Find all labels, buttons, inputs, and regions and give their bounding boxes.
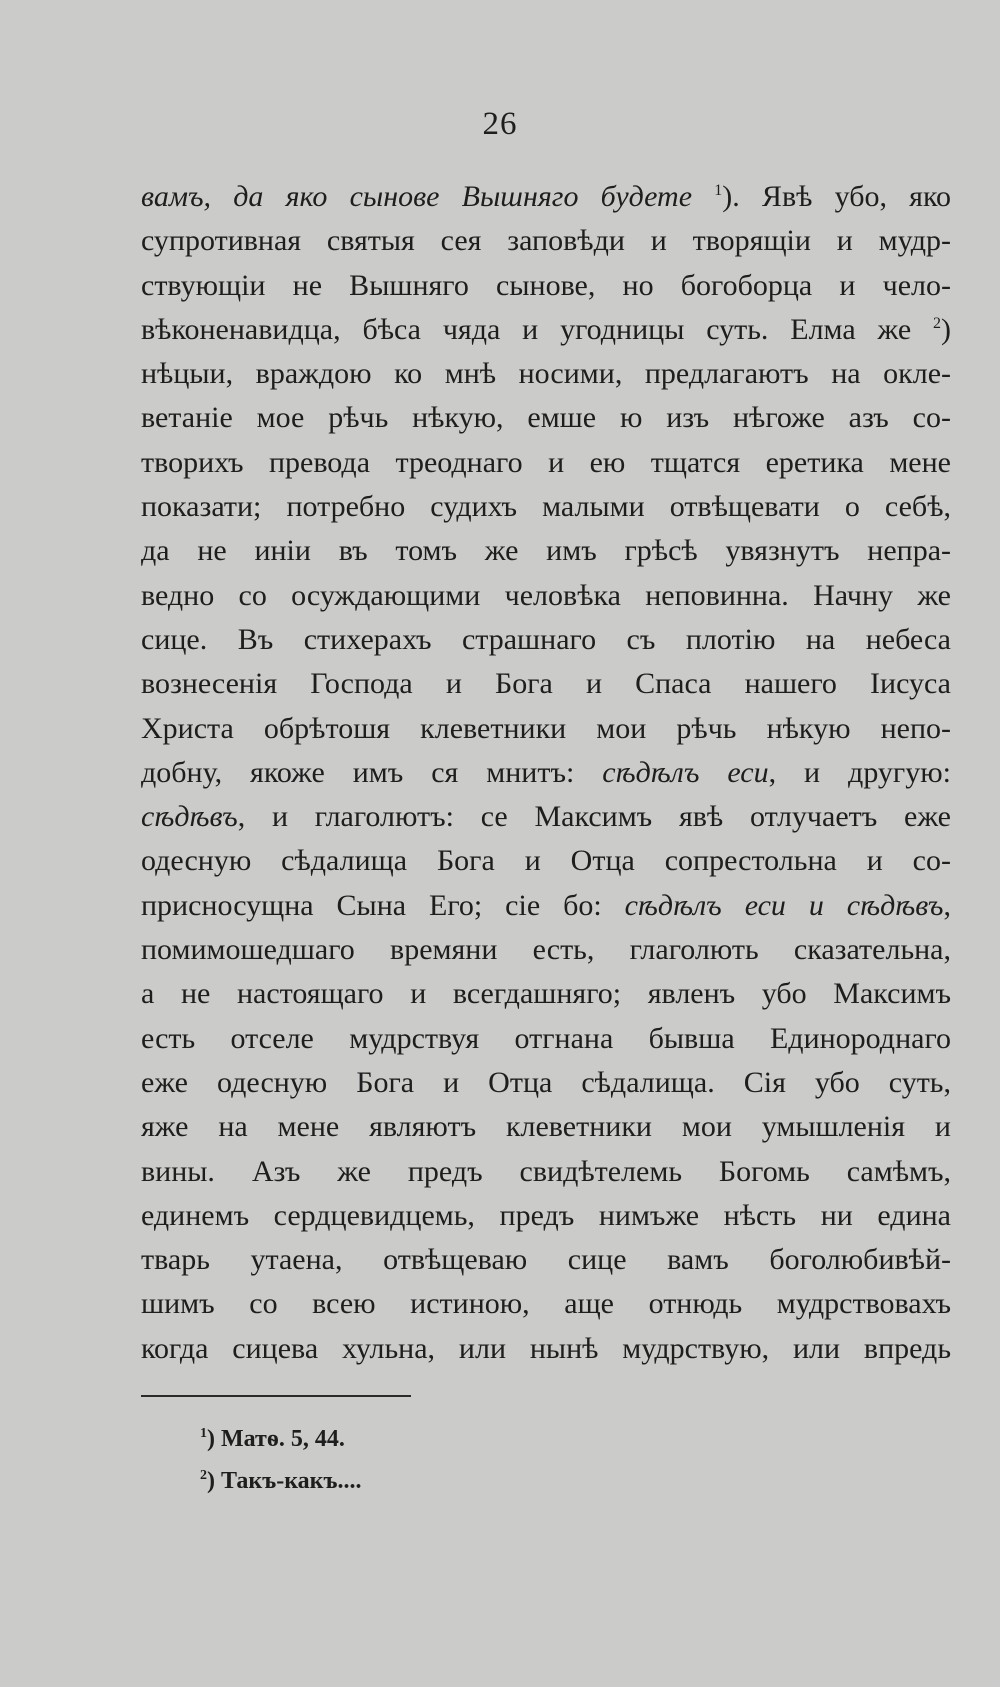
- text-run: ,: [943, 888, 951, 922]
- text-line: [141, 618, 951, 662]
- text-run: сице. Въ стихерахъ страшнаго съ плотію на небеса: [141, 622, 951, 656]
- text-run: вознесенія Господа и Бога и Спаса нашего Іисуса: [141, 667, 951, 701]
- text-line: [141, 1150, 951, 1194]
- text-line: [141, 1105, 951, 1149]
- text-line: [141, 928, 951, 972]
- text-line: [141, 529, 951, 573]
- italic-quote: вамъ, да яко сынове Вышняго будете: [141, 180, 693, 213]
- text-line: [141, 352, 951, 396]
- text-line: [141, 574, 951, 618]
- text-line: [141, 1194, 951, 1238]
- text-line: [141, 839, 951, 883]
- text-run: помимошедшаго времяни есть, глаголють сказательна,: [141, 933, 951, 967]
- text-run: яже на мене являютъ клеветники мои умышленія и: [141, 1110, 951, 1144]
- text-line: [141, 264, 951, 308]
- text-run: вѣконенавидца, бѣса чяда и угодницы суть. Елма же: [141, 312, 933, 346]
- text-line: [141, 751, 951, 795]
- text-run: ведно со осуждающими человѣка неповинна. Начну же: [141, 578, 951, 612]
- text-run: показати; потребно судихъ малыми отвѣщевати о себѣ,: [141, 490, 951, 524]
- text-line: [141, 485, 951, 529]
- text-line: [141, 1238, 951, 1282]
- text-run: единемъ сердцевидцемь, предъ нимъже нѣсть ни едина: [141, 1198, 951, 1232]
- text-line: [141, 175, 951, 219]
- text-line: [141, 972, 951, 1016]
- text-run: [692, 180, 714, 213]
- text-run: присносущна Сына Его; сіе бо:: [141, 888, 625, 922]
- text-line: [141, 308, 951, 352]
- text-line: [141, 884, 951, 928]
- text-run: ): [941, 312, 951, 346]
- text-run: Христа обрѣтошя клеветники мои рѣчь нѣкую непо-: [141, 711, 951, 745]
- text-run: супротивная святыя сея заповѣди и творящіи и мудр-: [141, 224, 951, 258]
- text-run: а не настоящаго и всегдашняго; явленъ убо Максимъ: [141, 977, 951, 1011]
- text-run: ствующіи не Вышняго сынове, но богоборца и чело-: [141, 268, 951, 302]
- text-line: [141, 396, 951, 440]
- text-line: [141, 1017, 951, 1061]
- text-run: когда сицева хульна, или нынѣ мудрствую, или впредь: [141, 1331, 951, 1365]
- text-run: , и глаголютъ: се Максимъ явѣ отлучаетъ еже: [237, 800, 951, 834]
- text-run: творихъ превода треоднаго и ею тщатся еретика мене: [141, 445, 951, 479]
- footnote-text: ) Матѳ. 5, 44.: [207, 1426, 345, 1452]
- text-run: ветаніе мое рѣчь нѣкую, емше ю изъ нѣгоже азъ со-: [141, 401, 951, 435]
- text-line: [141, 707, 951, 751]
- text-run: вины. Азъ же предъ свидѣтелемь Богомь самѣмъ,: [141, 1154, 951, 1188]
- text-line: [141, 1061, 951, 1105]
- text-run: еже одесную Бога и Отца сѣдалища. Сія убо суть,: [141, 1065, 951, 1099]
- footnote-divider: [141, 1395, 411, 1397]
- body-text: [141, 175, 951, 1371]
- text-line: [141, 1327, 951, 1371]
- text-run: тварь утаена, отвѣщеваю сице вамъ боголюбивѣй-: [141, 1243, 951, 1277]
- page-number: 26: [482, 106, 518, 142]
- text-line: [141, 662, 951, 706]
- text-run: шимъ со всею истиною, аще отнюдь мудрствовахъ: [141, 1287, 951, 1321]
- text-run: да не иніи въ томъ же имъ грѣсѣ увязнутъ непра-: [141, 534, 951, 568]
- footnote-marker: 1: [714, 182, 723, 199]
- footnote-text: ) Такъ-какъ....: [207, 1468, 362, 1494]
- footnote-number: 1: [200, 1426, 207, 1441]
- text-run: , и другую:: [768, 755, 951, 789]
- text-run: одесную сѣдалища Бога и Отца сопрестольна и со-: [141, 844, 951, 878]
- footnote: [200, 1460, 900, 1502]
- footnotes: [200, 1418, 900, 1502]
- italic-quote: сѣдѣвъ: [141, 800, 238, 834]
- italic-quote: сѣдѣлъ еси: [602, 755, 769, 789]
- text-line: [141, 219, 951, 263]
- footnote: [200, 1418, 900, 1460]
- text-run: добну, якоже имъ ся мнитъ:: [141, 755, 603, 789]
- footnote-number: 2: [200, 1468, 207, 1483]
- text-line: [141, 441, 951, 485]
- text-run: есть отселе мудрствуя отгнана бывша Единороднаго: [141, 1021, 951, 1055]
- text-run: ). Явѣ убо, яко: [722, 180, 951, 213]
- text-line: [141, 795, 951, 839]
- text-run: нѣцыи, враждою ко мнѣ носими, предлагаютъ на окле-: [141, 357, 951, 391]
- text-line: [141, 1282, 951, 1326]
- italic-quote: сѣдѣлъ еси и сѣдѣвъ: [624, 888, 944, 922]
- footnote-marker: 2: [933, 314, 941, 332]
